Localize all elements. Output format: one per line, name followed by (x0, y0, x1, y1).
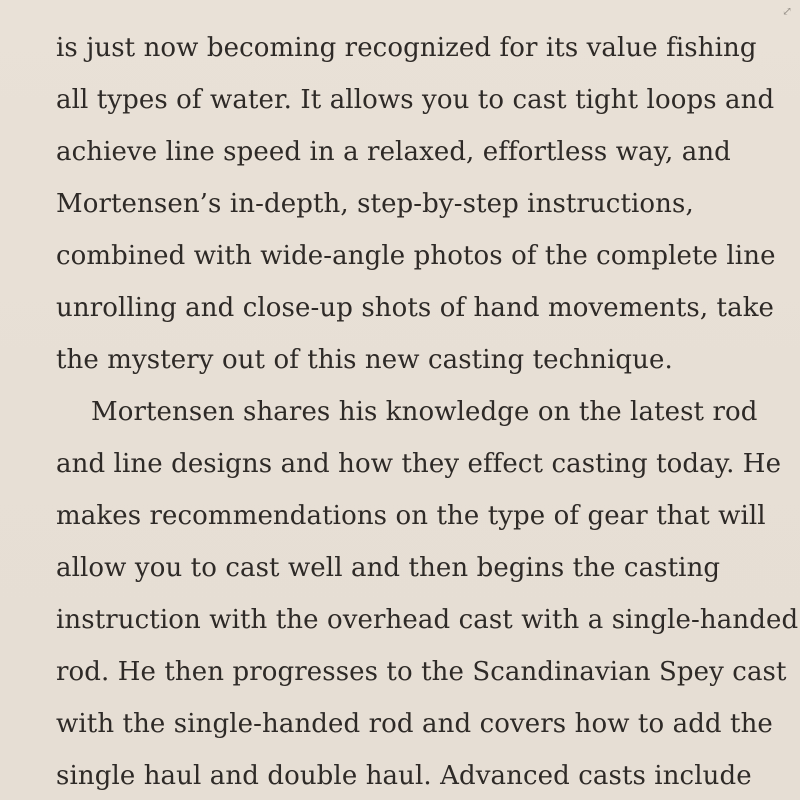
text-line: achieve line speed in a relaxed, effortless way, and (56, 137, 731, 167)
text-line: unrolling and close-up shots of hand movements, take (56, 293, 775, 323)
text-line: Mortensen shares his knowledge on the latest rod (91, 397, 758, 427)
text-line: Mortensen’s in-depth, step-by-step instructions, (56, 189, 694, 219)
text-line: allow you to cast well and then begins the casting (56, 553, 721, 583)
text-line: instruction with the overhead cast with a single-handed (56, 605, 799, 635)
text-line: all types of water. It allows you to cast tight loops and (56, 85, 775, 115)
text-line: rod. He then progresses to the Scandinavian Spey cast (56, 657, 787, 687)
expand-icon[interactable]: ⤢ (781, 4, 793, 18)
text-line: and line designs and how they effect casting today. He (56, 449, 782, 479)
body-text (56, 0, 799, 800)
text-line: is just now becoming recognized for its value fishing (56, 33, 757, 63)
text-line: single haul and double haul. Advanced casts include (56, 761, 752, 791)
text-line-partial-top (56, 0, 776, 22)
text-line: the mystery out of this new casting technique. (56, 345, 673, 375)
text-line: with the single-handed rod and covers how to add the (56, 709, 773, 739)
text-line: makes recommendations on the type of gear that will (56, 501, 766, 531)
text-line: combined with wide-angle photos of the complete line (56, 241, 776, 271)
